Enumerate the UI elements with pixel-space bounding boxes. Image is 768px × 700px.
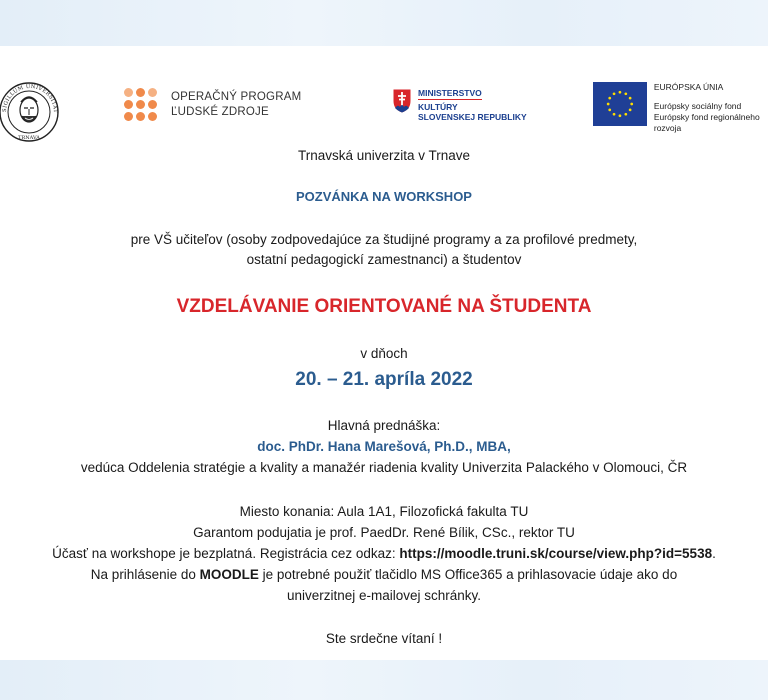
- eu-star-icon: [630, 103, 633, 106]
- eu-line1: EURÓPSKA ÚNIA: [653, 82, 724, 92]
- ministry-culture-logo: [392, 88, 527, 122]
- eu-star-icon: [624, 92, 627, 95]
- speaker-role: vedúca Oddelenia stratégie a kvality a manažér riadenia kvality Univerzita Palackého v Olomouci, ČR: [80, 460, 688, 475]
- eu-star-icon: [629, 109, 632, 112]
- bottom-background-band: [0, 660, 768, 700]
- ministry-line1: MINISTERSTVO: [418, 88, 482, 98]
- moodle-prefix: Na prihlásenie do: [90, 567, 200, 582]
- university-seal-icon: [0, 72, 60, 152]
- workshop-title: VZDELÁVANIE ORIENTOVANÉ NA ŠTUDENTA: [176, 296, 592, 317]
- eu-line2: Európsky sociálny fond: [653, 101, 742, 111]
- registration-line: [0, 546, 768, 561]
- eu-star-icon: [613, 113, 616, 116]
- registration-suffix: .: [712, 546, 716, 561]
- seal-top-text: SIGILLUM UNIVERSITAT: [1, 83, 59, 114]
- eu-star-icon: [607, 103, 610, 106]
- event-dates: 20. – 21. apríla 2022: [295, 369, 473, 390]
- eu-logo: [593, 82, 768, 134]
- eu-star-icon: [619, 114, 622, 117]
- moodle-suffix: je potrebné použiť tlačidlo MS Office365 a prihlasovacie údaje ako do: [258, 567, 678, 582]
- op-line2: ĽUDSKÉ ZDROJE: [171, 105, 269, 118]
- ministry-line2: KULTÚRY: [418, 102, 458, 112]
- welcome-text: Ste srdečne vítaní !: [325, 631, 443, 646]
- university-name: Trnavská univerzita v Trnave: [297, 148, 471, 163]
- eu-star-icon: [629, 97, 632, 100]
- audience-line1: pre VŠ učiteľov (osoby zodpovedajúce za študijné programy a za profilové predmety,: [130, 232, 638, 247]
- venue-text: Miesto konania: Aula 1A1, Filozofická fakulta TU: [239, 504, 529, 519]
- registration-prefix: Účasť na workshope je bezplatná. Registrácia cez odkaz:: [52, 546, 400, 561]
- op-dots-icon: [124, 88, 157, 121]
- eu-star-icon: [619, 91, 622, 94]
- guarantor-text: Garantom podujatia je prof. PaedDr. René Bílik, CSc., rektor TU: [193, 525, 575, 540]
- invitation-heading: POZVÁNKA NA WORKSHOP: [296, 189, 472, 204]
- eu-star-icon: [613, 92, 616, 95]
- lecture-label: Hlavná prednáška:: [327, 418, 441, 433]
- days-label: v dňoch: [360, 346, 408, 361]
- slovak-coat-of-arms-icon: [392, 88, 412, 114]
- registration-link[interactable]: https://moodle.truni.sk/course/view.php?id=5538: [399, 546, 713, 561]
- speaker-name: doc. PhDr. Hana Marešová, Ph.D., MBA,: [257, 439, 511, 454]
- eu-star-icon: [624, 113, 627, 116]
- eu-line3: Európsky fond regionálneho rozvoja: [653, 112, 760, 133]
- top-background-band: [0, 0, 768, 46]
- invitation-card: [0, 46, 768, 660]
- eu-star-icon: [608, 109, 611, 112]
- moodle-word: MOODLE: [199, 567, 259, 582]
- ministry-line3: SLOVENSKEJ REPUBLIKY: [418, 112, 527, 122]
- seal-bottom-text: TRNAVA: [18, 135, 40, 141]
- op-line1: OPERAČNÝ PROGRAM: [171, 90, 302, 103]
- eu-flag-icon: [593, 82, 647, 126]
- eu-star-icon: [608, 97, 611, 100]
- moodle-line2: univerzitnej e-mailovej schránky.: [286, 588, 482, 603]
- moodle-line1: [0, 567, 768, 582]
- op-ludske-zdroje-logo: [124, 88, 301, 121]
- audience-line2: ostatní pedagogickí zamestnanci) a študentov: [246, 252, 522, 267]
